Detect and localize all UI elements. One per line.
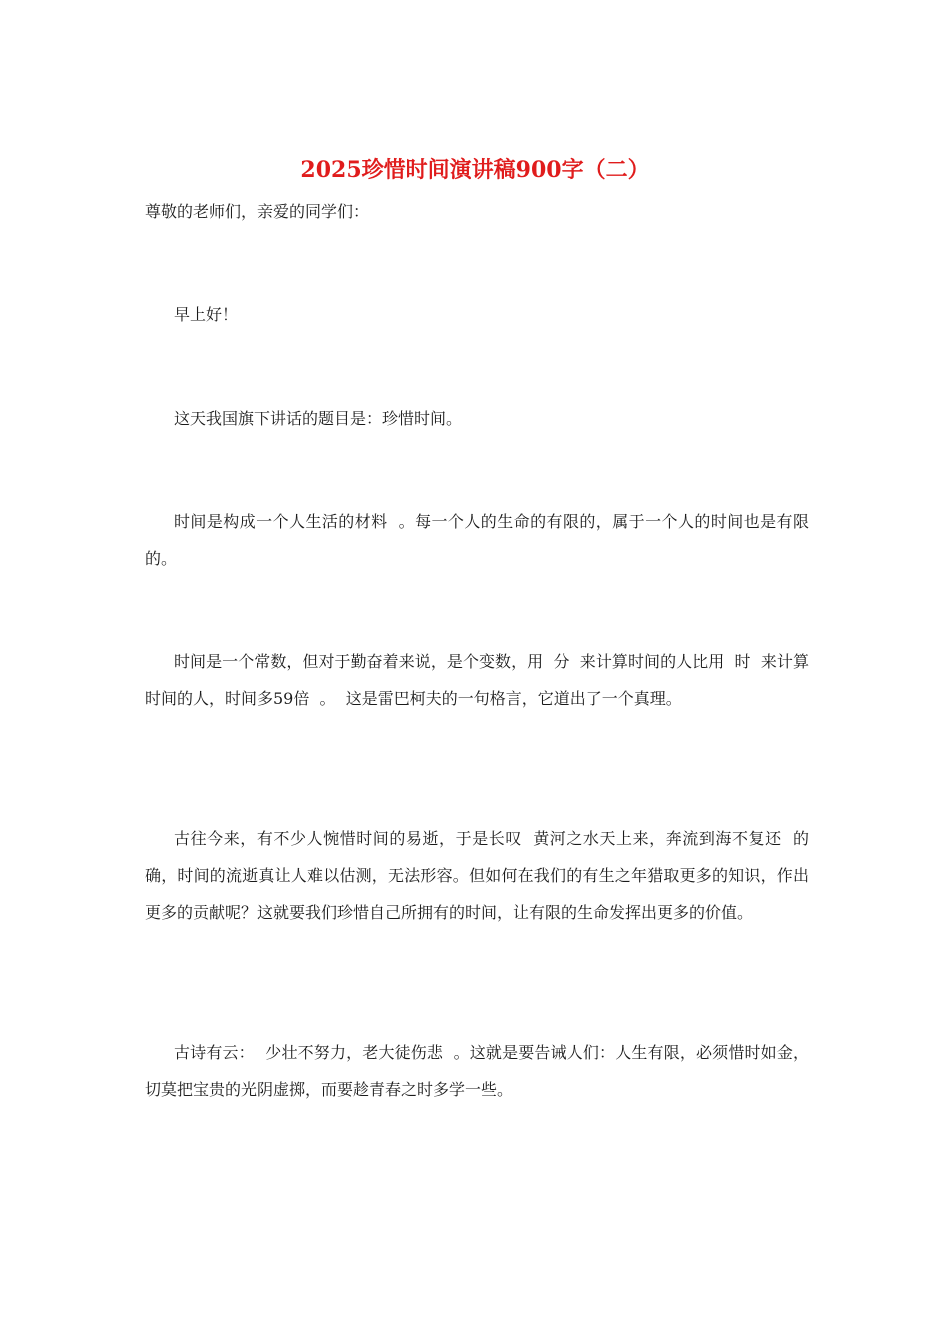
paragraph-ancient-poem: 古诗有云： 少壮不努力，老大徒伤悲 。这就是要告诫人们：人生有限，必须惜时如金，切莫把宝贵的光阴虚掷，而要趁青春之时多学一些。 bbox=[145, 1043, 809, 1099]
document-title: 2025珍惜时间演讲稿900字（二） bbox=[300, 157, 650, 183]
paragraph-topic: 这天我国旗下讲话的题目是：珍惜时间。 bbox=[174, 409, 463, 428]
paragraph-ancient-times: 古往今来，有不少人惋惜时间的易逝，于是长叹 黄河之水天上来，奔流到海不复还 的确，时间的流逝真让人难以估测，无法形容。但如何在我们的有生之年猎取更多的知识，作出更多的贡献呢？这就要我们珍惜自己所拥有的时间，让有限的生命发挥出更多的价值。 bbox=[145, 829, 809, 922]
paragraph-time-constant: 时间是一个常数，但对于勤奋着来说，是个变数，用 分 来计算时间的人比用 时 来计算时间的人，时间多59倍 。 这是雷巴柯夫的一句格言，它道出了一个真理。 bbox=[145, 652, 809, 708]
paragraph-time-material: 时间是构成一个人生活的材料 。每一个人的生命的有限的，属于一个人的时间也是有限的。 bbox=[145, 512, 809, 568]
paragraph-greeting: 早上好！ bbox=[174, 305, 239, 324]
salutation: 尊敬的老师们，亲爱的同学们： bbox=[145, 202, 370, 221]
